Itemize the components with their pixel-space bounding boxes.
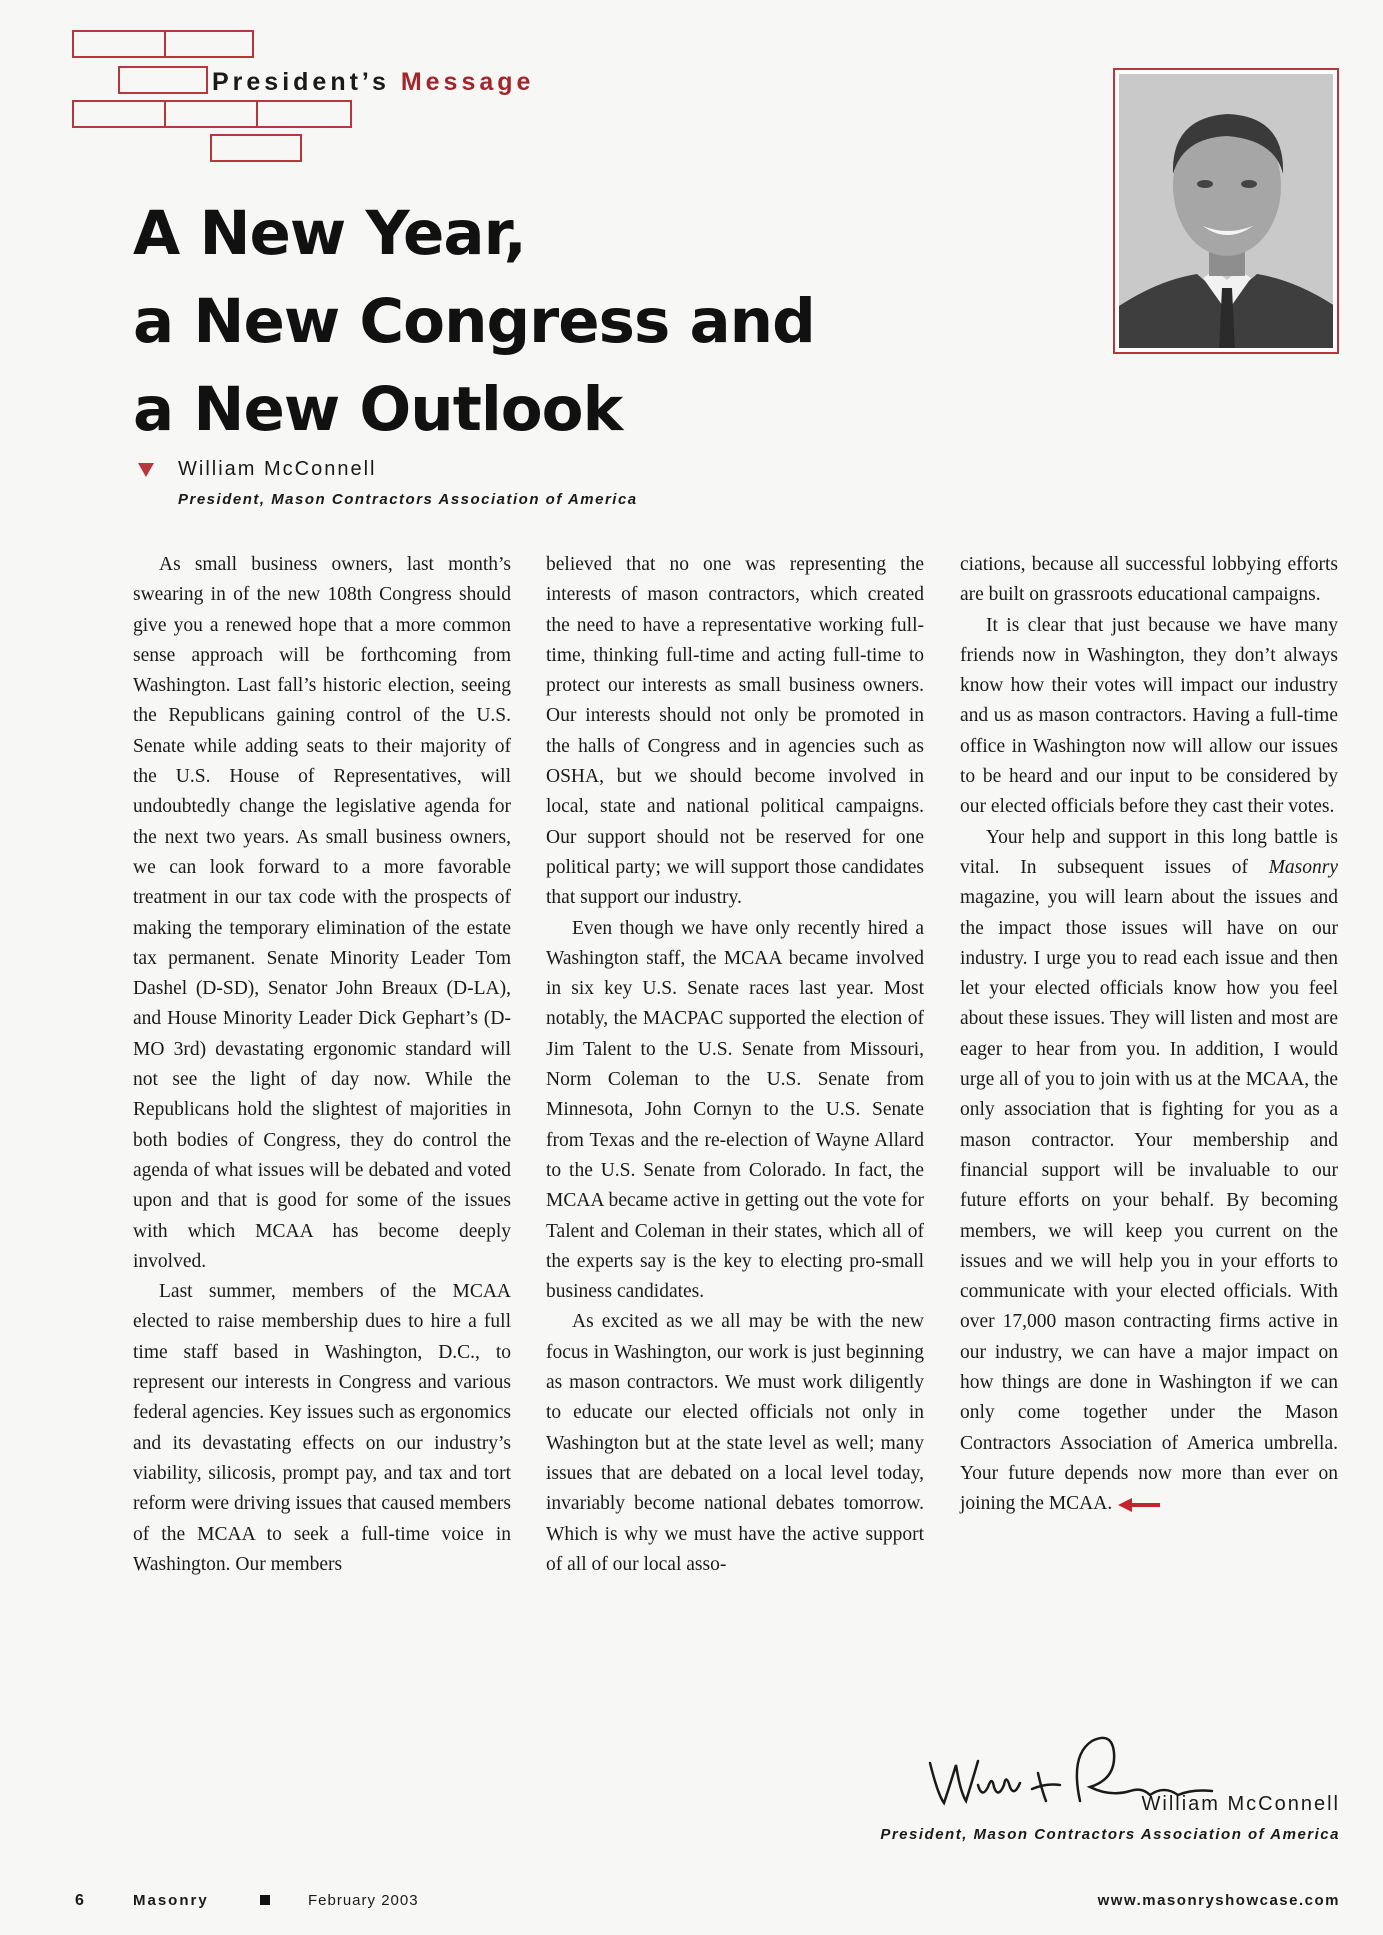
byline-name: William McConnell [178, 458, 377, 480]
square-bullet-icon [260, 1895, 270, 1905]
article-paragraph: ciations, because all successful lobbying efforts are built on grassroots educational campaigns. [960, 554, 1338, 606]
footer-date: February 2003 [308, 1892, 419, 1909]
brick-outline [72, 100, 166, 128]
section-label-message: Message [400, 68, 535, 96]
article-paragraph: believed that no one was representing the interests of mason contractors, which created the need to have a representative working full-time, thinking full-time and acting full-time to protect our interests as small business owners. Our interests should not only be promoted in the halls of Congress and in agencies such as OSHA, but we should become involved in local, state and national political campaigns. Our support should not be reserved for one political party; we will support those candidates that support our industry. [546, 554, 924, 909]
author-photo-frame [1113, 68, 1339, 354]
paragraph-text: Your help and support in this long battle is vital. In subsequent issues of [960, 826, 1338, 878]
article-paragraph: It is clear that just because we have many friends now in Washington, they don’t always know how their votes will impact our industry and us as mason contractors. Having a full-time office in Washington now will allow our issues to be heard and our input to be considered by our elected officials before they cast their votes. [960, 614, 1338, 818]
footer-magazine: Masonry [133, 1892, 209, 1909]
headline-line-2: a New Congress and [133, 286, 815, 357]
paragraph-text: magazine, you will learn about the issues and the impact those issues will have on our industry. I urge you to read each issue and then let your elected officials know how you feel about these issues. They will listen and most are eager to hear from you. In addition, I would urge all of you to join with us at the MCAA, the only association that is fighting for you as a mason contractor. Your membership and financial support will be invaluable to our future efforts on your behalf. By becoming members, we will keep you current on the issues and we will help you in your efforts to communicate with your elected officials. With over 17,000 mason contracting firms active in our industry, we can have a major impact on how things are done in Washington if we can only come together under the Mason Contractors Association of America umbrella. Your future depends now more than ever on joining the MCAA. [960, 887, 1338, 1515]
page-title [133, 190, 953, 454]
brick-outline [72, 30, 166, 58]
article-paragraph [960, 823, 1338, 1520]
page-number: 6 [75, 1892, 84, 1909]
brick-outline [256, 100, 352, 128]
headline-line-3: a New Outlook [133, 374, 623, 445]
brick-outline [210, 134, 302, 162]
byline-title: President, Mason Contractors Association of America [178, 491, 638, 508]
triangle-down-icon [137, 462, 155, 478]
article-paragraph: Even though we have only recently hired a Washington staff, the MCAA became involved in six key U.S. Senate races last year. Most notably, the MACPAC supported the election of Jim Talent to the U.S. Senate from Missouri, Norm Coleman to the U.S. Senate from Minnesota, John Cornyn to the U.S. Senate from Texas and the re-election of Wayne Allard to the U.S. Senate from Colorado. In fact, the MCAA became active in getting out the vote for Talent and Coleman in their states, which all of the experts say is the key to electing pro-small business candidates. [546, 917, 924, 1303]
portrait-illustration [1119, 74, 1333, 348]
footer-url[interactable]: www.masonryshowcase.com [1097, 1892, 1340, 1909]
article-column-1 [133, 550, 511, 1580]
brick-outline [164, 100, 258, 128]
article-column-2 [546, 550, 924, 1580]
signoff-title: President, Mason Contractors Association of America [880, 1826, 1340, 1843]
brick-outline [164, 30, 254, 58]
magazine-name-italic: Masonry [1268, 856, 1339, 878]
author-photo [1119, 74, 1333, 348]
brick-outline [118, 66, 208, 94]
article-paragraph: Last summer, members of the MCAA elected to raise membership dues to hire a full time staff based in Washington, D.C., to represent our interests in Congress and various federal agencies. Key issues such as ergonomics and its devastating effects on our industry’s viability, silicosis, prompt pay, and tax and tort reform were driving issues that caused members of the MCAA to seek a full-time voice in Washington. Our members [133, 1281, 511, 1575]
signoff-name: William McConnell [1141, 1793, 1340, 1815]
article-paragraph: As small business owners, last month’s swearing in of the new 108th Congress should give you a renewed hope that a more common sense approach will be forthcoming from Washington. Last fall’s historic election, seeing the Republicans gaining control of the U.S. Senate while adding seats to their majority of the U.S. House of Representatives, will undoubtedly change the legislative agenda for the next two years. As small business owners, we can look forward to a more favorable treatment in our tax code with the prospects of making the temporary elimination of the estate tax permanent. Senate Minority Leader Tom Dashel (D-SD), Senator John Breaux (D-LA), and House Minority Leader Dick Gephart’s (D-MO 3rd) devastating ergonomic standard will not see the light of day now. While the Republicans hold the slightest of majorities in both bodies of Congress, they do control the agenda of what issues will be debated and voted upon and that is good for some of the issues with which MCAA has become deeply involved. [133, 554, 511, 1272]
headline-line-1: A New Year, [133, 198, 526, 269]
article-column-3 [960, 550, 1338, 1520]
section-label [212, 68, 534, 97]
arrow-left-icon [1118, 1498, 1160, 1512]
page-footer [0, 1892, 1383, 1922]
article-paragraph: As excited as we all may be with the new focus in Washington, our work is just beginning as mason contractors. We must work diligently to educate our elected officials not only in Washington but at the state level as well; many issues that are debated on a local level today, invariably become national debates tomorrow. Which is why we must have the active support of all of our local asso- [546, 1311, 924, 1575]
section-label-president: President’s [212, 68, 390, 96]
